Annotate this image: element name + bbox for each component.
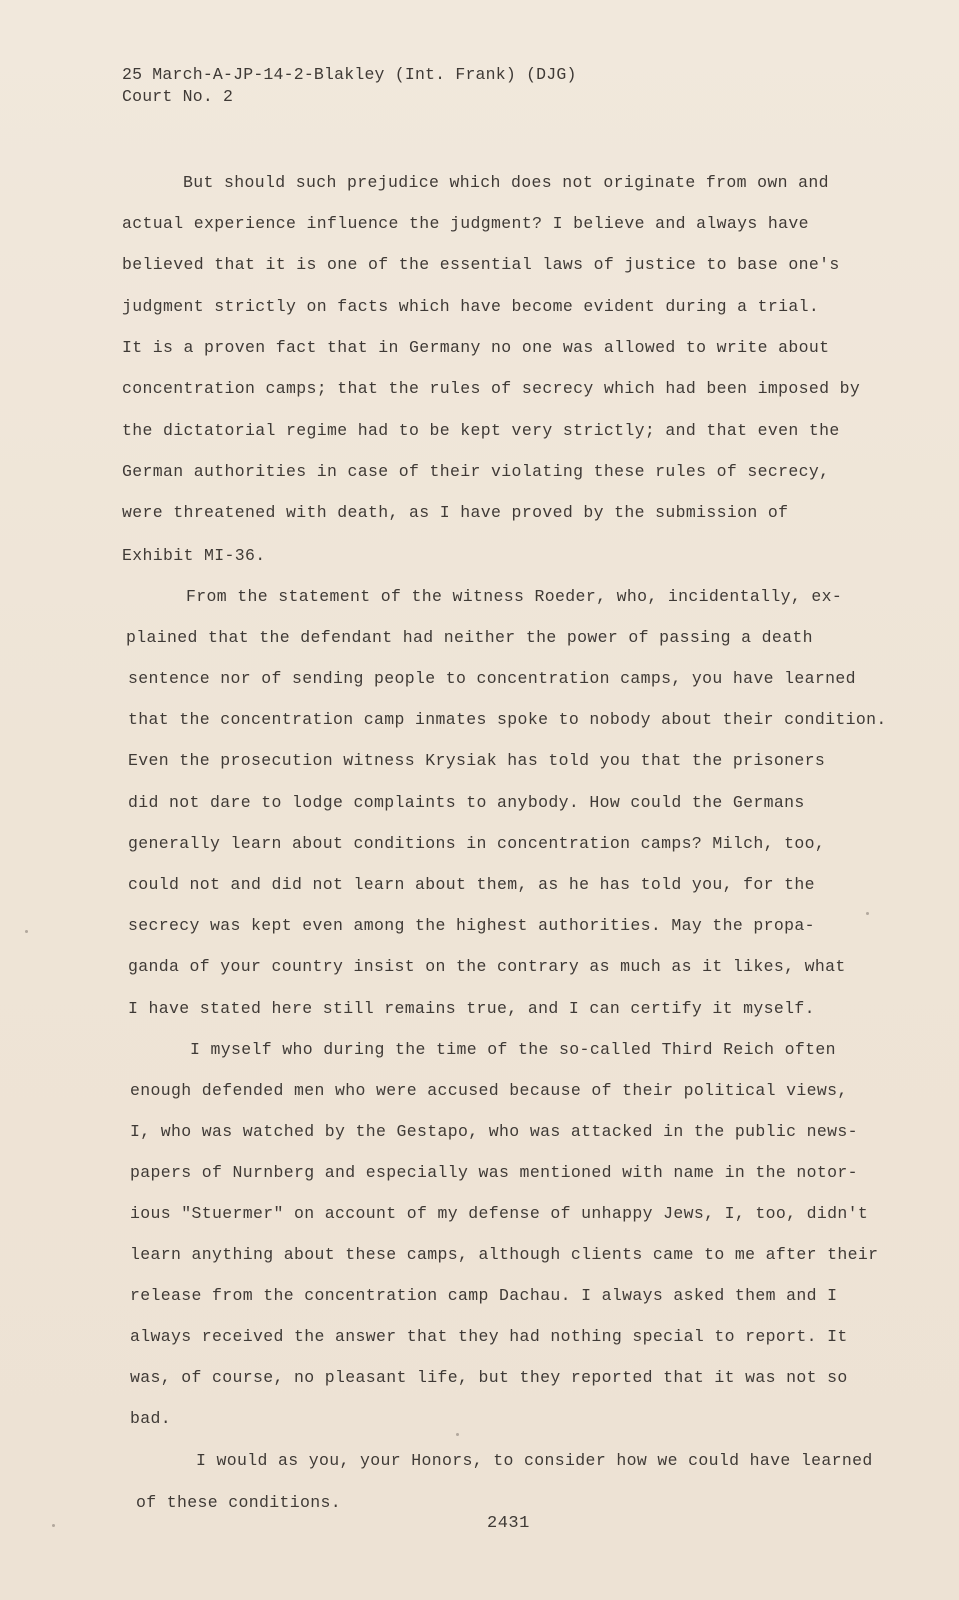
body-line: believed that it is one of the essential laws of justice to base one's xyxy=(122,255,840,274)
body-line: learn anything about these camps, although clients came to me after their xyxy=(130,1245,879,1264)
header-reference-line: 25 March-A-JP-14-2-Blakley (Int. Frank) (DJG) xyxy=(122,65,577,84)
body-line: I myself who during the time of the so-called Third Reich often xyxy=(190,1040,836,1059)
body-line: that the concentration camp inmates spoke to nobody about their condition. xyxy=(128,710,887,729)
header-court-line: Court No. 2 xyxy=(122,87,234,106)
body-line: It is a proven fact that in Germany no one was allowed to write about xyxy=(122,338,830,357)
body-line: papers of Nurnberg and especially was mentioned with name in the notor- xyxy=(130,1163,858,1182)
body-line: could not and did not learn about them, as he has told you, for the xyxy=(128,875,815,894)
body-line: release from the concentration camp Dachau. I always asked them and I xyxy=(130,1286,838,1305)
body-line: I, who was watched by the Gestapo, who was attacked in the public news- xyxy=(130,1122,858,1141)
body-line: enough defended men who were accused because of their political views, xyxy=(130,1081,848,1100)
paper-speck xyxy=(52,1524,55,1527)
body-line: concentration camps; that the rules of secrecy which had been imposed by xyxy=(122,379,861,398)
body-line: ganda of your country insist on the contrary as much as it likes, what xyxy=(128,957,846,976)
body-line: secrecy was kept even among the highest authorities. May the propa- xyxy=(128,916,815,935)
body-line: were threatened with death, as I have proved by the submission of xyxy=(122,503,789,522)
paper-speck xyxy=(25,930,28,933)
body-line: German authorities in case of their violating these rules of secrecy, xyxy=(122,462,830,481)
body-line: sentence nor of sending people to concentration camps, you have learned xyxy=(128,669,856,688)
body-line: plained that the defendant had neither the power of passing a death xyxy=(126,628,813,647)
body-line: I would as you, your Honors, to consider how we could have learned xyxy=(196,1451,873,1470)
body-line: I have stated here still remains true, and I can certify it myself. xyxy=(128,999,815,1018)
body-line: the dictatorial regime had to be kept very strictly; and that even the xyxy=(122,421,840,440)
page-number: 2431 xyxy=(487,1514,530,1533)
document-header xyxy=(122,64,577,108)
paper-speck xyxy=(456,1433,459,1436)
body-line: But should such prejudice which does not originate from own and xyxy=(183,173,829,192)
body-line: was, of course, no pleasant life, but they reported that it was not so xyxy=(130,1368,848,1387)
body-line: judgment strictly on facts which have become evident during a trial. xyxy=(122,297,820,316)
body-line: Even the prosecution witness Krysiak has told you that the prisoners xyxy=(128,751,826,770)
body-line: of these conditions. xyxy=(136,1493,342,1512)
paper-speck xyxy=(866,912,869,915)
body-line: Exhibit MI-36. xyxy=(122,546,266,565)
body-line: generally learn about conditions in concentration camps? Milch, too, xyxy=(128,834,826,853)
body-line: From the statement of the witness Roeder, who, incidentally, ex- xyxy=(186,587,843,606)
body-line: ious "Stuermer" on account of my defense of unhappy Jews, I, too, didn't xyxy=(130,1204,869,1223)
body-line: did not dare to lodge complaints to anybody. How could the Germans xyxy=(128,793,805,812)
body-line: bad. xyxy=(130,1409,172,1428)
body-line: always received the answer that they had nothing special to report. It xyxy=(130,1327,848,1346)
body-line: actual experience influence the judgment? I believe and always have xyxy=(122,214,809,233)
